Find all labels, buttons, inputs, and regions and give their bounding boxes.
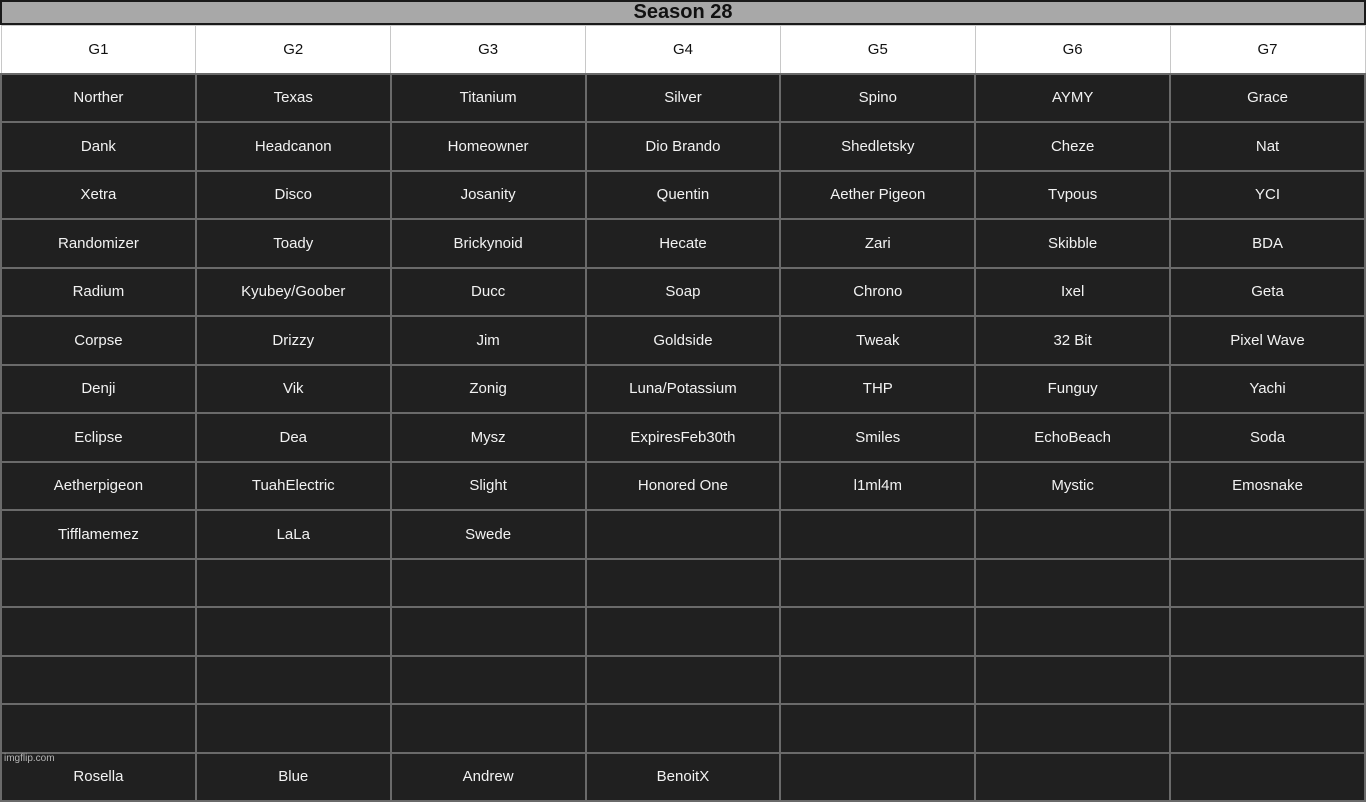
table-cell: Nat	[1170, 122, 1365, 171]
table-row	[1, 122, 1365, 171]
table-cell	[586, 656, 781, 705]
table-cell	[196, 559, 391, 608]
table-row	[1, 171, 1365, 220]
table-cell: Kyubey/Goober	[196, 268, 391, 317]
table-row	[1, 365, 1365, 414]
table-cell: THP	[780, 365, 975, 414]
table-cell: Josanity	[391, 171, 586, 220]
table-cell: ExpiresFeb30th	[586, 413, 781, 462]
table-row	[1, 559, 1365, 608]
table-cell	[1170, 656, 1365, 705]
table-cell	[1170, 607, 1365, 656]
table-cell: Geta	[1170, 268, 1365, 317]
table-cell: Cheze	[975, 122, 1170, 171]
column-header: G7	[1170, 26, 1365, 74]
table-cell	[586, 510, 781, 559]
table-cell: Goldside	[586, 316, 781, 365]
table-cell	[391, 704, 586, 753]
table-cell	[780, 510, 975, 559]
table-cell: Andrew	[391, 753, 586, 802]
column-header: G5	[780, 26, 975, 74]
table-cell: Spino	[780, 74, 975, 123]
table-cell: Soap	[586, 268, 781, 317]
table-cell: Headcanon	[196, 122, 391, 171]
table-cell	[975, 656, 1170, 705]
table-cell	[975, 607, 1170, 656]
table-cell: Smiles	[780, 413, 975, 462]
table-cell	[1, 656, 196, 705]
table-cell	[1, 704, 196, 753]
table-cell: l1ml4m	[780, 462, 975, 511]
table-cell: Emosnake	[1170, 462, 1365, 511]
table-row	[1, 753, 1365, 802]
table-cell	[780, 559, 975, 608]
table-cell: Zari	[780, 219, 975, 268]
table-cell: Mysz	[391, 413, 586, 462]
table-row	[1, 607, 1365, 656]
table-cell: Tvpous	[975, 171, 1170, 220]
table-cell: Texas	[196, 74, 391, 123]
table-row	[1, 704, 1365, 753]
table-cell	[780, 656, 975, 705]
table-cell: Rosella	[1, 753, 196, 802]
table-body	[1, 74, 1365, 802]
table-cell: Pixel Wave	[1170, 316, 1365, 365]
table-cell: Honored One	[586, 462, 781, 511]
table-cell: Slight	[391, 462, 586, 511]
table-cell: Dank	[1, 122, 196, 171]
table-cell: Denji	[1, 365, 196, 414]
table-cell	[1170, 559, 1365, 608]
table-cell: Homeowner	[391, 122, 586, 171]
table-cell	[1170, 704, 1365, 753]
table-cell	[196, 704, 391, 753]
table-cell: Vik	[196, 365, 391, 414]
table-cell	[391, 607, 586, 656]
table-cell: BDA	[1170, 219, 1365, 268]
table-cell: Yachi	[1170, 365, 1365, 414]
watermark: imgflip.com	[4, 753, 55, 764]
table-cell: Xetra	[1, 171, 196, 220]
table-cell: Blue	[196, 753, 391, 802]
table-cell: Shedletsky	[780, 122, 975, 171]
table-cell	[391, 656, 586, 705]
table-cell: Disco	[196, 171, 391, 220]
table-cell	[1, 559, 196, 608]
column-header: G6	[975, 26, 1170, 74]
table-cell	[975, 559, 1170, 608]
table-cell	[391, 559, 586, 608]
table-cell	[586, 559, 781, 608]
column-header: G4	[586, 26, 781, 74]
column-header: G1	[1, 26, 196, 74]
page-title: Season 28	[0, 0, 1366, 25]
table-cell: Radium	[1, 268, 196, 317]
table-row	[1, 656, 1365, 705]
table-cell: Zonig	[391, 365, 586, 414]
table-cell: Aether Pigeon	[780, 171, 975, 220]
table-cell: Dea	[196, 413, 391, 462]
table-cell: Chrono	[780, 268, 975, 317]
table-cell: Tifflamemez	[1, 510, 196, 559]
table-cell: Soda	[1170, 413, 1365, 462]
table-cell: BenoitX	[586, 753, 781, 802]
table-cell: Brickynoid	[391, 219, 586, 268]
table-cell	[975, 753, 1170, 802]
table-cell	[975, 510, 1170, 559]
header-row	[1, 26, 1365, 74]
table-cell: AYMY	[975, 74, 1170, 123]
table-row	[1, 413, 1365, 462]
table-cell	[196, 607, 391, 656]
table-cell	[1170, 510, 1365, 559]
table-cell	[196, 656, 391, 705]
table-cell: YCI	[1170, 171, 1365, 220]
table-cell	[780, 607, 975, 656]
table-cell: Ducc	[391, 268, 586, 317]
table-cell: EchoBeach	[975, 413, 1170, 462]
table-cell: Titanium	[391, 74, 586, 123]
table-cell: Tweak	[780, 316, 975, 365]
table-row	[1, 219, 1365, 268]
table-cell: Toady	[196, 219, 391, 268]
table-cell: Eclipse	[1, 413, 196, 462]
table-row	[1, 268, 1365, 317]
table-row	[1, 74, 1365, 123]
table-cell: Aetherpigeon	[1, 462, 196, 511]
column-header: G3	[391, 26, 586, 74]
table-cell: Norther	[1, 74, 196, 123]
table-cell	[780, 753, 975, 802]
table-cell: Quentin	[586, 171, 781, 220]
table-cell: Ixel	[975, 268, 1170, 317]
table-cell	[975, 704, 1170, 753]
table-cell: Swede	[391, 510, 586, 559]
table-row	[1, 510, 1365, 559]
table-cell: Corpse	[1, 316, 196, 365]
table-cell: Luna/Potassium	[586, 365, 781, 414]
roster-table	[0, 25, 1366, 802]
table-cell: Drizzy	[196, 316, 391, 365]
table-cell: Dio Brando	[586, 122, 781, 171]
table-cell	[1, 607, 196, 656]
column-header: G2	[196, 26, 391, 74]
table-cell: 32 Bit	[975, 316, 1170, 365]
table-cell: Silver	[586, 74, 781, 123]
table-row	[1, 462, 1365, 511]
table-cell	[586, 704, 781, 753]
table-cell	[1170, 753, 1365, 802]
table-row	[1, 316, 1365, 365]
table-cell: Skibble	[975, 219, 1170, 268]
table-cell: Grace	[1170, 74, 1365, 123]
table-cell: Hecate	[586, 219, 781, 268]
table-cell	[586, 607, 781, 656]
table-cell: Mystic	[975, 462, 1170, 511]
table-cell: Jim	[391, 316, 586, 365]
table-cell	[780, 704, 975, 753]
table-cell: Randomizer	[1, 219, 196, 268]
table-cell: LaLa	[196, 510, 391, 559]
table-cell: TuahElectric	[196, 462, 391, 511]
table-cell: Funguy	[975, 365, 1170, 414]
